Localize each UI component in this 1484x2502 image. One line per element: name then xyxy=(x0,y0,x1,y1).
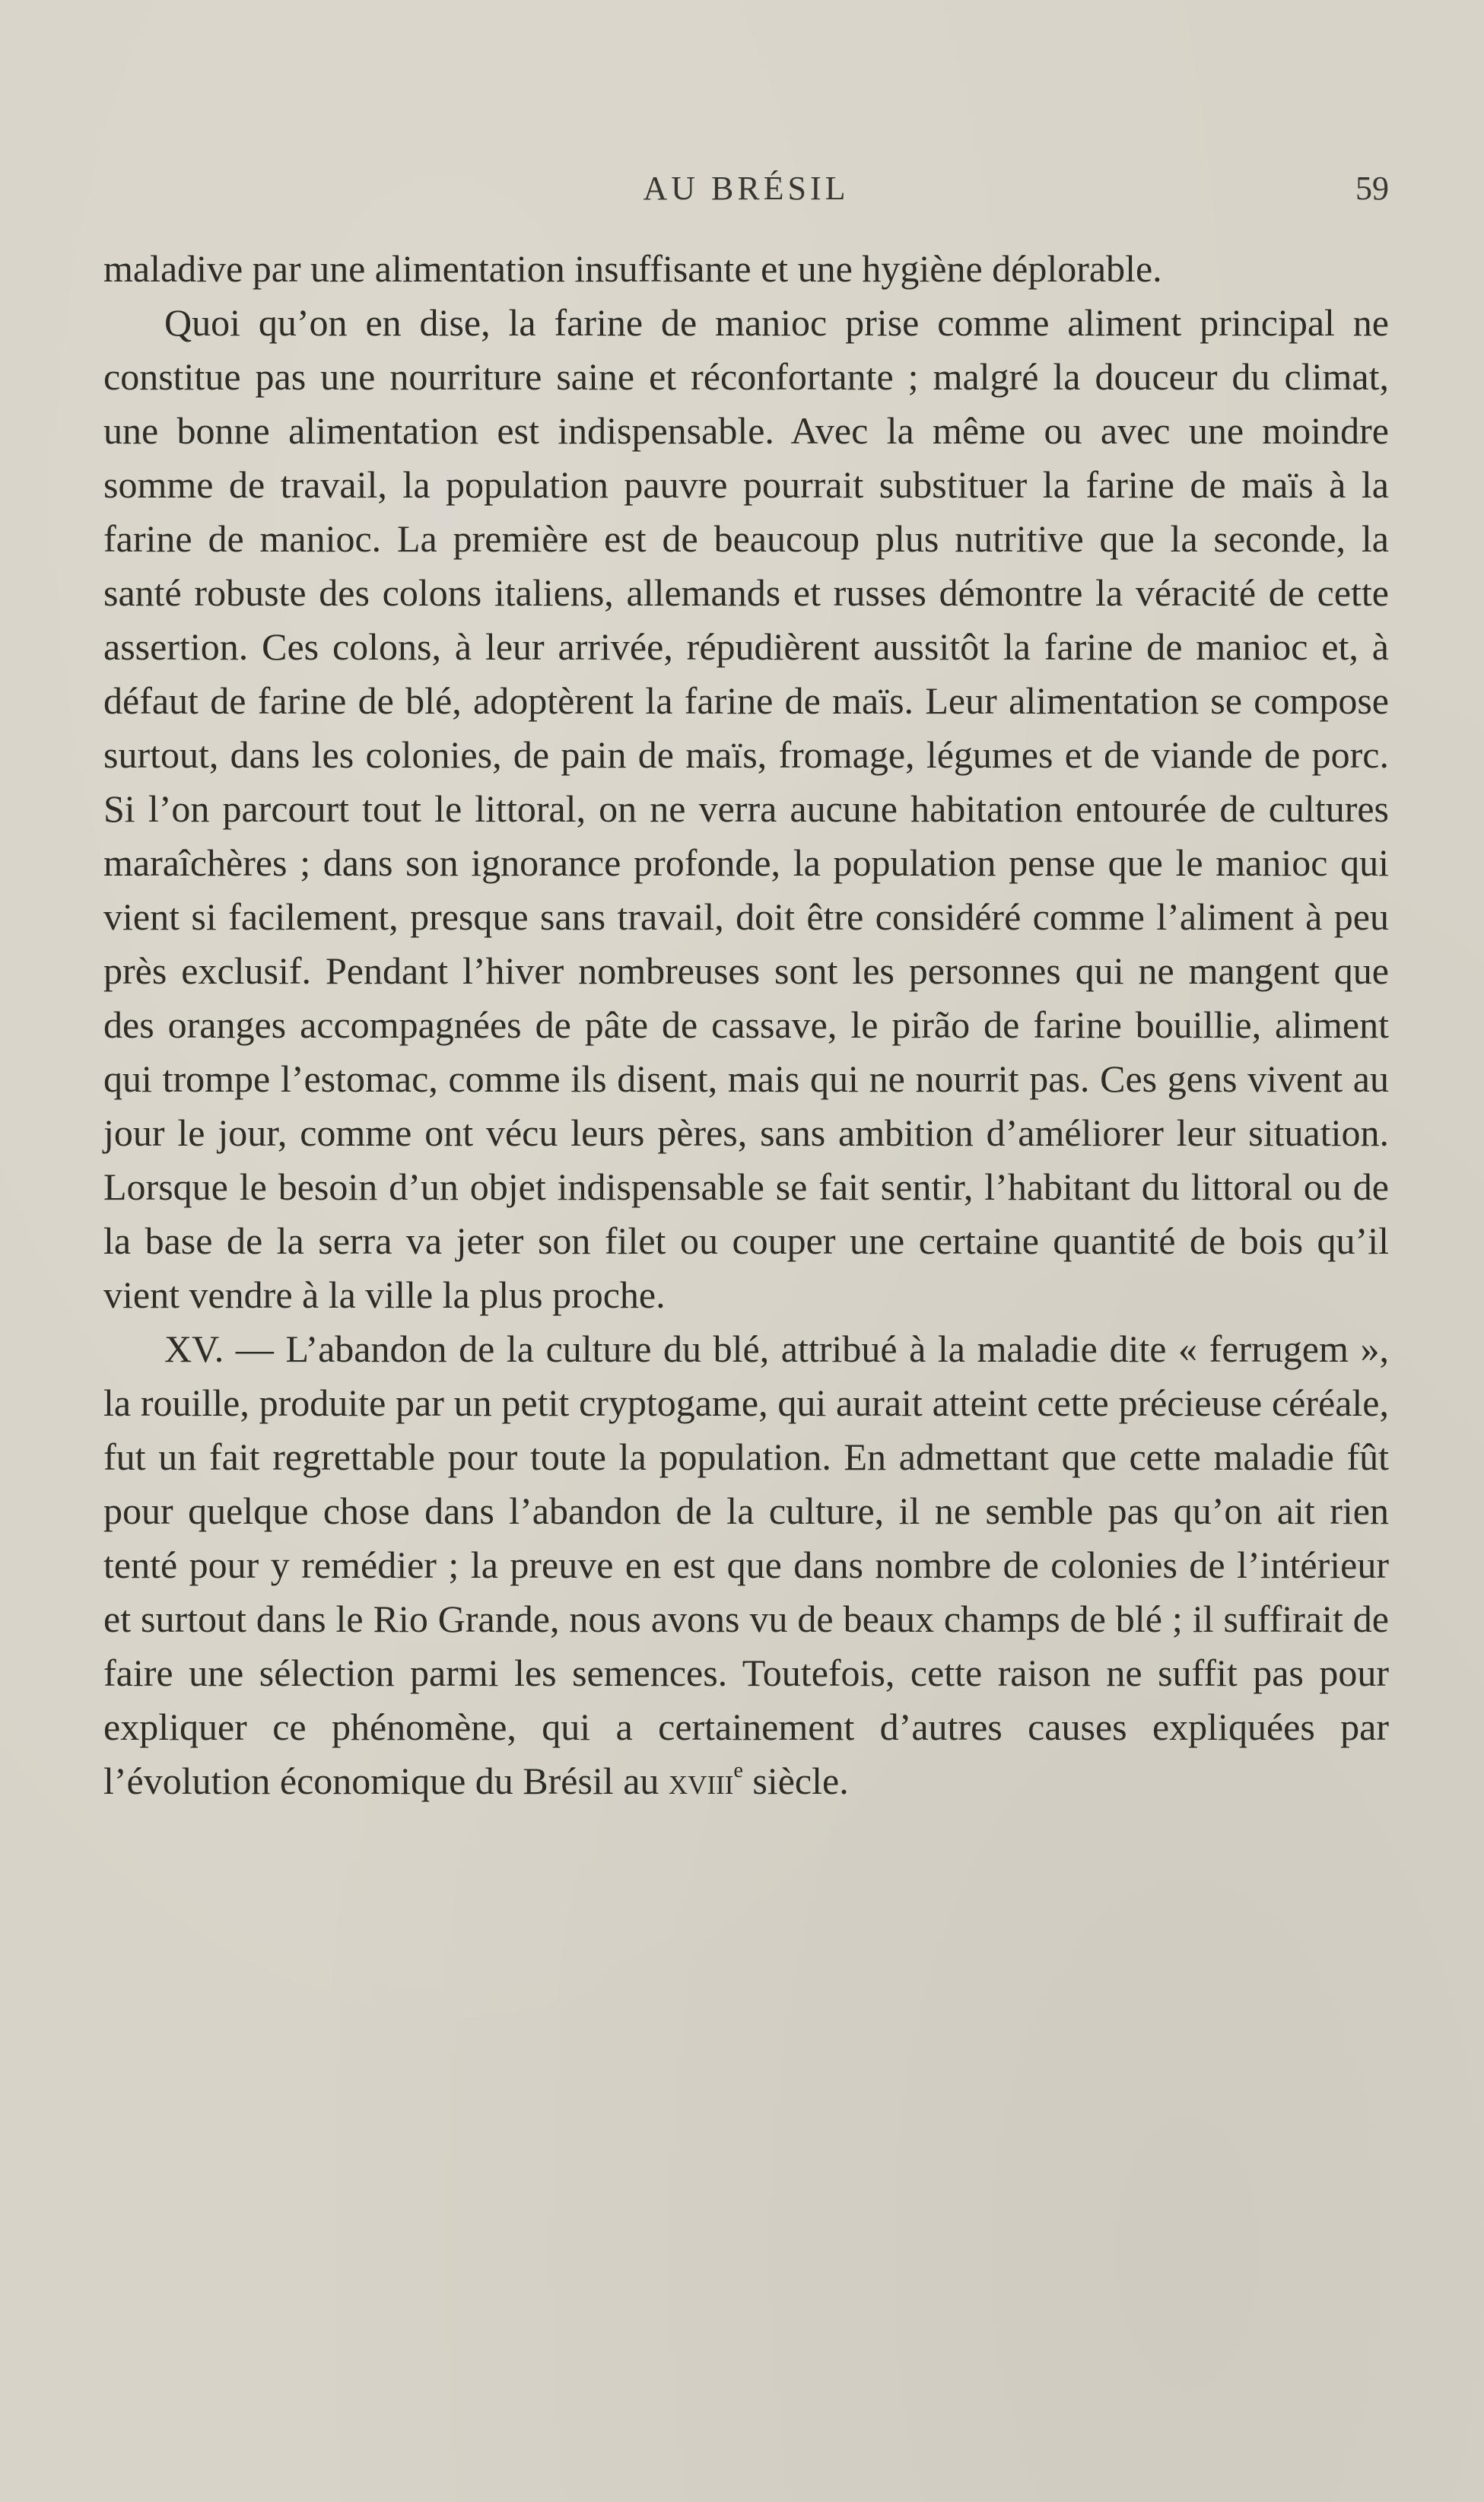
running-title: AU BRÉSIL xyxy=(643,170,850,207)
page-header xyxy=(103,169,1389,215)
body-text xyxy=(103,242,1389,1808)
paragraph-ending: siècle. xyxy=(742,1760,849,1802)
paragraph-manioc: Quoi qu’on en dise, la farine de manioc prise comme aliment principal ne constitue pas une nourriture saine et réconfortante ; malgré la douceur du climat, une bonne alimentation est indispensable. Avec la même ou avec une moindre somme de travail, la population pauvre pourrait substituer la farine de maïs à la farine de manioc. La première est de beaucoup plus nutritive que la seconde, la santé robuste des colons italiens, allemands et russes démontre la véracité de cette assertion. Ces colons, à leur arrivée, répudièrent aussitôt la farine de manioc et, à défaut de farine de blé, adoptèrent la farine de maïs. Leur alimentation se compose surtout, dans les colonies, de pain de maïs, fromage, légumes et de viande de porc. Si l’on parcourt tout le littoral, on ne verra aucune habitation entourée de cultures maraîchères ; dans son ignorance profonde, la population pense que le manioc qui vient si facilement, presque sans travail, doit être considéré comme l’aliment à peu près exclusif. Pendant l’hiver nombreuses sont les personnes qui ne mangent que des oranges accompagnées de pâte de cassave, le pirão de farine bouillie, aliment qui trompe l’estomac, comme ils disent, mais qui ne nourrit pas. Ces gens vivent au jour le jour, comme ont vécu leurs pères, sans ambition d’améliorer leur situation. Lorsque le besoin d’un objet indispensable se fait sentir, l’habitant du littoral ou de la base de la serra va jeter son filet ou couper une certaine quantité de bois qu’il vient vendre à la ville la plus proche. xyxy=(103,301,1389,1316)
paragraph-section-xv-text: XV. — L’abandon de la culture du blé, attribué à la maladie dite « ferrugem », la rouille, produite par un petit cryptogame, qui aurait atteint cette précieuse céréale, fut un fait regrettable pour toute la population. En admettant que cette maladie fût pour quelque chose dans l’abandon de la culture, il ne semble pas qu’on ait rien tenté pour y remédier ; la preuve en est que dans nombre de colonies de l’intérieur et surtout dans le Rio Grande, nous avons vu de beaux champs de blé ; il suffirait de faire une sélection parmi les semences. Toutefois, cette raison ne suffit pas pour expliquer ce phénomène, qui a certainement d’autres causes expliquées par l’évolution économique du Brésil au xyxy=(103,1327,1389,1802)
paragraph-continuation: maladive par une alimentation insuffisante et une hygiène déplorable. xyxy=(103,247,1162,290)
century-suffix: e xyxy=(733,1759,743,1783)
page-number: 59 xyxy=(1355,170,1389,207)
paragraph-section-xv xyxy=(103,1322,1389,1808)
century-numeral: xviii xyxy=(668,1760,734,1802)
